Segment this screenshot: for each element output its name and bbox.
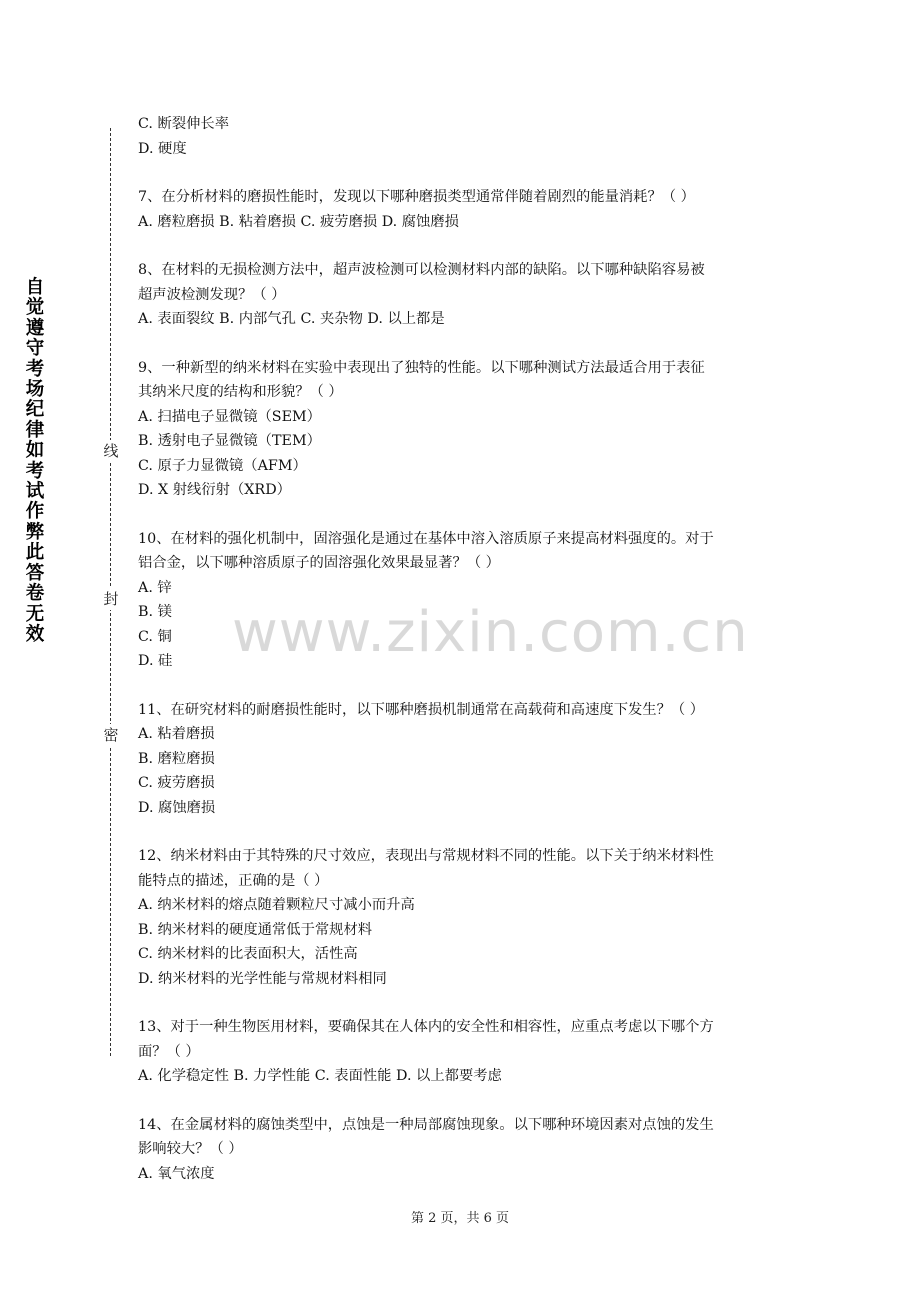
answer-option: A. 磨粒磨损 B. 粘着磨损 C. 疲劳磨损 D. 腐蚀磨损 (138, 213, 459, 230)
answer-option: B. 磨粒磨损 (138, 750, 215, 767)
question-stem-line: 其纳米尺度的结构和形貌？（ ） (138, 384, 343, 400)
answer-option: A. 氧气浓度 (138, 1165, 215, 1182)
answer-option: C. 疲劳磨损 (138, 775, 215, 791)
notice-char: 遵 (25, 317, 45, 339)
question-stem-line: 影响较大？（ ） (138, 1141, 243, 1157)
notice-char: 答 (25, 562, 45, 584)
notice-char: 卷 (25, 583, 45, 605)
question-stem-line: 面？（ ） (138, 1043, 200, 1060)
answer-option: D. 硅 (138, 653, 173, 669)
watermark: www.zixin.com.cn (232, 600, 749, 665)
question-stem-line: 12、纳米材料由于其特殊的尺寸效应，表现出与常规材料不同的性能。以下关于纳米材料性 (138, 848, 714, 864)
answer-option: B. 镁 (138, 604, 172, 620)
notice-char: 纪 (25, 399, 45, 421)
seal-mark-seal: 封 (101, 588, 121, 610)
question-stem-line: 能特点的描述，正确的是（ ） (138, 872, 329, 889)
notice-char: 自 (25, 277, 45, 298)
notice-char: 守 (25, 338, 45, 360)
notice-char: 律 (25, 419, 45, 441)
question-stem-line: 9、一种新型的纳米材料在实验中表现出了独特的性能。以下哪种测试方法最适合用于表征 (138, 359, 705, 376)
answer-option: A. 化学稳定性 B. 力学性能 C. 表面性能 D. 以上都要考虑 (138, 1068, 502, 1084)
question-block (138, 258, 788, 332)
answer-option: A. 纳米材料的熔点随着颗粒尺寸减小而升高 (138, 897, 415, 913)
notice-char: 弊 (25, 521, 45, 543)
answer-option: C. 原子力显微镜（AFM） (138, 457, 307, 474)
answer-option: A. 扫描电子显微镜（SEM） (138, 408, 321, 425)
question-stem-line: 11、在研究材料的耐磨损性能时，以下哪种磨损机制通常在高载荷和高速度下发生？（ ） (138, 701, 705, 718)
question-block (138, 1015, 788, 1089)
notice-char: 考 (25, 460, 45, 482)
answer-option: B. 纳米材料的硬度通常低于常规材料 (138, 921, 373, 938)
notice-char: 无 (25, 603, 45, 625)
question-stem-line: 13、对于一种生物医用材料，要确保其在人体内的安全性和相容性，应重点考虑以下哪个方 (138, 1019, 714, 1035)
notice-char: 考 (25, 358, 45, 380)
answer-option: C. 断裂伸长率 (138, 116, 230, 132)
answer-option: D. 腐蚀磨损 (138, 799, 216, 816)
question-block (138, 1113, 788, 1187)
answer-option: C. 纳米材料的比表面积大，活性高 (138, 946, 358, 962)
question-block (138, 112, 788, 161)
answer-option: D. X 射线衍射（XRD） (138, 482, 291, 498)
question-block (138, 356, 788, 503)
notice-char: 如 (25, 440, 45, 462)
notice-char: 试 (25, 481, 45, 503)
notice-char: 效 (25, 623, 45, 645)
question-stem-line: 铝合金，以下哪种溶质原子的固溶强化效果最显著？（ ） (138, 555, 500, 571)
seal-mark-secret: 密 (101, 724, 121, 746)
answer-option: B. 透射电子显微镜（TEM） (138, 433, 321, 449)
question-stem-line: 超声波检测发现？（ ） (138, 286, 286, 303)
answer-option: A. 表面裂纹 B. 内部气孔 C. 夹杂物 D. 以上都是 (138, 311, 445, 327)
page-footer: 第 2 页，共 6 页 (410, 1211, 510, 1226)
answer-option: A. 锌 (138, 579, 172, 596)
question-stem-line: 8、在材料的无损检测方法中，超声波检测可以检测材料内部的缺陷。以下哪种缺陷容易被 (138, 262, 705, 278)
notice-char: 场 (25, 379, 45, 401)
answer-option: D. 纳米材料的光学性能与常规材料相同 (138, 970, 387, 987)
question-stem-line: 14、在金属材料的腐蚀类型中，点蚀是一种局部腐蚀现象。以下哪种环境因素对点蚀的发生 (138, 1116, 714, 1133)
answer-option: C. 铜 (138, 628, 172, 645)
question-stem-line: 7、在分析材料的磨损性能时，发现以下哪种磨损类型通常伴随着剧烈的能量消耗？（ ） (138, 189, 695, 205)
question-block (138, 185, 788, 234)
answer-option: A. 粘着磨损 (138, 726, 215, 742)
notice-char: 此 (25, 542, 45, 564)
question-stem-line: 10、在材料的强化机制中，固溶强化是通过在基体中溶入溶质原子来提高材料强度的。对于 (138, 530, 714, 547)
question-block (138, 698, 788, 821)
question-block (138, 844, 788, 991)
notice-char: 觉 (25, 297, 45, 319)
exam-discipline-notice (22, 278, 48, 645)
seal-mark-line: 线 (101, 440, 121, 462)
answer-option: D. 硬度 (138, 140, 187, 157)
notice-char: 作 (25, 501, 45, 523)
